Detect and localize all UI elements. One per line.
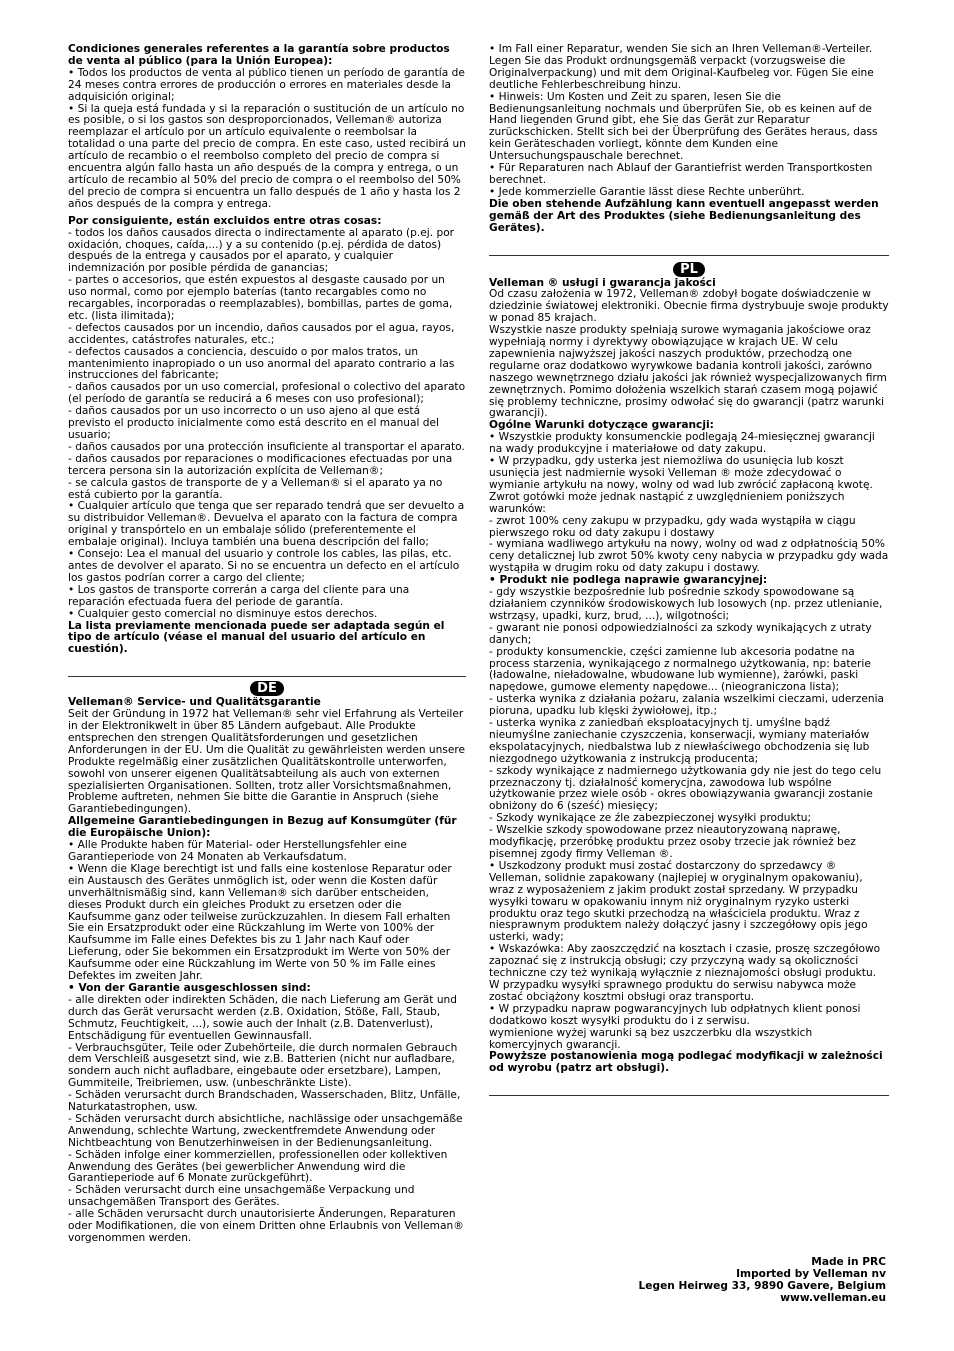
list-item: - se calcula gastos de transporte de y a Velleman® si el aparato ya no está cubierto por la garantía. [68,476,443,501]
list-item: - usterka wynika z zaniedbań eksploatacyjnych tj. umyślne bądź nieumyślne zaniechanie czyszczenia, konserwacji, wymiany materiałów ekspolatacyjnych, niedbalstwa lub z niewłaściwego obchodzenia się lub niezgodnego użytkowania z instrukcją producenta; [489,717,870,765]
pl-terms-list [489,432,889,575]
es-title: Condiciones generales referentes a la garantía sobre productos de venta al público (para la Unión Europea): [68,43,450,67]
list-item: • Uszkodzony produkt musi zostać dostarczony do sprzedawcy ® Velleman, solidnie zapakowany (najlepiej w oryginalnym opakowaniu), wraz z wyposażeniem z jakim produkt został sprzedany. W przypadku wysyłki towaru w opakowaniu innym niż oryginalnym ryzyko usterki produktu oraz tego skutki przechodzą na właściciela produktu. Wraz z niesprawnym produktem należy dołączyć jasny i szczegółowy opis jego usterki, wady; [489,859,868,944]
pl-language-badge: PL [673,262,705,277]
list-item: • Wenn die Klage berechtigt ist und falls eine kostenlose Reparatur oder ein Austausch des Gerätes unmöglich ist, oder wenn die Kosten dafür unverhältnismäßig sind, kann Velleman® sich darüber entscheiden, dieses Produkt durch ein gleiches Produkt zu ersetzen oder die Kaufsumme ganz oder teilweise zurückzuzahlen. In diesem Fall erhalten Sie ein Ersatzprodukt oder eine Rückzahlung im Werte von 100% der Kaufsumme im Falle eines Defektes bis zu 1 Jahr nach Kauf oder Lieferung, oder Sie bekommen ein Ersatzprodukt im Werte von 50% der Kaufsumme oder eine Rückzahlung im Werte von 50 % im Falle eines Defektes im zweiten Jahr. [68,862,452,983]
list-item: - Schäden infolge einer kommerziellen, professionellen oder kollektiven Anwendung des Gerätes (bei gewerblicher Anwendung wird die Garantieperiode auf 6 Monate zurückgeführt). [68,1148,448,1185]
list-item: - usterka wynika z działania pożaru, zalania wszelkimi cieczami, uderzenia pioruna, upadku lub klęski żywiołowej, itp.; [489,693,885,718]
de-excluded-list [68,995,466,1245]
list-item: - Schäden verursacht durch eine unsachgemäße Verpackung und unsachgemäßen Transport des Gerätes. [68,1184,415,1209]
pl-terms-title: Ogólne Warunki dotyczące gwarancji: [489,419,714,432]
list-item: - daños causados por un uso comercial, profesional o colectivo del aparato (el período de garantía se reducirá a 6 meses con uso profesional); [68,381,466,406]
list-item: - partes o accesorios, que estén expuestos al desgaste causado por un uso normal, como por ejemplo baterías (tanto recargables como no recargables, incorporadas o reemplazables), bombillas, partes de goma, etc. (lista ilimitada); [68,274,453,322]
list-item: - daños causados por una protección insuficiente al transportar el aparato. [68,440,465,453]
divider [68,676,466,677]
list-item: - defectos causados por un incendio, daños causados por el agua, rayos, accidentes, catástrofes naturales, etc.; [68,321,455,346]
list-item: • Im Fall einer Reparatur, wenden Sie sich an Ihren Velleman®-Verteiler. Legen Sie das Produkt ordnungsgemäß verpackt (vorzugsweise die Originalverpackung) und mit dem Original-Kaufbeleg vor. Fügen Sie eine deutliche Fehlerbeschreibung hinzu. [489,43,874,91]
de-terms-title: Allgemeine Garantiebedingungen in Bezug auf Konsumgüter (für die Europäische Union): [68,815,457,840]
list-item: - alle Schäden verursacht durch unautorisierte Änderungen, Reparaturen oder Modifikationen, die von einem Dritten ohne Erlaubnis von Velleman® vorgenommen werden. [68,1208,464,1244]
list-item: • Für Reparaturen nach Ablauf der Garantiefrist werden Transportkosten berechnet. [489,162,873,186]
de-continued-list [489,44,889,199]
list-item: • Wskazówka: Aby zaoszczędzić na kosztach i czasie, proszę szczegółowo zapoznać się z instrukcją obsługi; czy przyczyną wady są okoliczności techniczne czy też wynikają wyłącznie z nieznajomości obsługi produktu. W przypadku wysyłki sprawnego produktu do serwisu nabywca może zostać obciążony kosztmi obsługi oraz transportu. [489,943,881,1003]
de-closing: Die oben stehende Aufzählung kann eventuell angepasst werden gemäß der Art des Produktes (siehe Bedienungsanleitung des Gerätes). [489,197,879,234]
de-language-badge: DE [250,681,284,696]
list-item: • W przypadku, gdy usterka jest niemożliwa do usunięcia lub koszt usunięcia jest nadmiernie wysoki Velleman ® może zdecydować o wymianie artykułu na nowy, wolny od wad lub zwrócić zapłaconą kwotę. Zwrot gotówki może jednak nastąpić z uwzględnieniem poniższych warunków: [489,455,873,515]
divider [489,255,889,256]
list-item: - produkty konsumenckie, części zamienne lub akcesoria podatne na process starzenia, wynikającego z normalnego użytkowania, np: baterie (ładowalne, nieładowalne, wbudowane lub wymienne), żarówki, paski napędowe, gumowe elementy napędowe... (nieograniczona lista); [489,645,871,694]
imprint-footer [639,1257,886,1305]
list-item: - defectos causados a conciencia, descuido o por malos tratos, un mantenimiento inapropiado o un uso anormal del aparato contrario a las instrucciones del fabricante; [68,345,455,382]
list-item: - Szkody wynikające ze źle zabezpieczonej wysyłki produktu; [489,812,812,825]
pl-title: Velleman ® usługi i gwarancja jakości [489,276,716,289]
list-item: • Cualquier gesto comercial no disminuye estos derechos. [68,607,378,620]
pl-excluded-list [489,587,889,1051]
list-item: - alle direkten oder indirekten Schäden, die nach Lieferung am Gerät und durch das Gerät verursacht werden (z.B. Oxidation, Stöße, Fall, Staub, Schmutz, Feuchtigkeit, ...), sowie auch der Inhalt (z.B. Datenverlust), Entschädigung für eventuellen Gewinnausfall. [68,993,457,1042]
company-address: Legen Heirweg 33, 9890 Gavere, Belgium [638,1279,886,1292]
list-item: - szkody wynikające z nadmiernego użytkowania gdy nie jest do tego celu przeznaczony tj. działalność komerycjna, zawodowa lub wspólne użytkowanie przez wiele osób - okres obowiązywania gwarancji zostanie obniżony do 6 (sześć) miesięcy; [489,764,882,813]
divider [489,1095,889,1096]
list-item: - daños causados por reparaciones o modificaciones efectuadas por una tercera persona sin la autorización explícita de Velleman®; [68,452,453,477]
list-item: - daños causados por un uso incorrecto o un uso ajeno al que está previsto el producto inicialmente como está descrito en el manual del usuario; [68,405,439,441]
list-item: • Si la queja está fundada y si la reparación o sustitución de un artículo no es posible, o si los gastos son desproporcionados, Velleman® autoriza reemplazar el artículo por un artículo equivalente o reembolsar la totalidad o una parte del precio de compra. En este caso, usted recibirá un artículo de recambio o el reembolso completo del precio de compra si encuentra algún fallo hasta un año después de la compra y entrega, o un artículo de recambio al 50% del precio de compra o el reembolso del 50% del precio de compra si encuentra un fallo después de 1 año y hasta los 2 años después de la compra y entrega. [68,102,466,210]
website-link[interactable]: www.velleman.eu [780,1291,886,1304]
list-item: - Schäden verursacht durch absichtliche, nachlässige oder unsachgemäße Anwendung, schlechte Wartung, zweckentfremdete Anwendung oder Nichtbeachtung von Benutzerhinweisen in der Bedienungsanleitung. [68,1112,463,1149]
es-excluded-title: Por consiguiente, están excluidos entre otras cosas: [68,214,382,227]
list-item: - todos los daños causados directa o indirectamente al aparato (p.ej. por oxidación, choques, caída,...) y a su contenido (p.ej. pérdida de datos) después de la entrega y causados por el aparato, y cualquier indemnización por posible pérdida de ganancias; [68,226,455,275]
list-item: - Verbrauchsgüter, Teile oder Zubehörteile, die durch normalen Gebrauch dem Verschleiß ausgesetzt sind, wie z.B. Batterien (nicht nur aufladbare, sondern auch nicht aufladbare, eingebaute oder ersetzbare), Lampen, Gummiteile, Treibriemen, usw. (unbeschränkte Liste). [68,1041,458,1090]
pl-intro: Od czasu założenia w 1972, Velleman® zdobył bogate doświadczenie w dziedzinie światowej elektroniki. Obecnie firma dystrybuuje swoje produkty w ponad 85 krajach. Wszystkie nasze produkty spełniają surowe wymagania jakościowe oraz wypełniają normy i dyrektywy obowiązujące w krajach UE. W celu zapewnienia najwyższej jakości naszych produktów, przechodzą one regularne oraz dodatkowo wyrywkowe badania kontroli jakości, zarówno naszego wewnętrznego działu jakości jak również wyspecjalizowanych firm zewnętrznych. Pomimo dołożenia wszelkich starań czasem mogą pojawić się problemy techniczne, prosimy odwołać się do gwarancji (patrz warunki gwarancji). [489,288,889,420]
pl-excluded-title: • Produkt nie podlega naprawie gwarancyjnej: [489,574,768,587]
right-column [489,44,889,1096]
list-item: • Los gastos de transporte correrán a carga del cliente para una reparación efectuada fuera del periode de garantía. [68,583,410,608]
list-item: - Wszelkie szkody spowodowane przez nieautoryzowaną naprawę, modyfikację, przeróbkę produktu przez osoby trzecie jak również bez pisemnej zgody firmy Velleman ®. [489,824,856,860]
list-item: - zwrot 100% ceny zakupu w przypadku, gdy wada wystąpiła w ciągu pierwszego roku od daty zakupu i dostawy [489,514,856,539]
list-item: • Consejo: Lea el manual del usuario y controle los cables, las pilas, etc. antes de devolver el aparato. Si no se encuentra un defecto en el artículo los gastos podrían correr a cargo del cliente; [68,548,460,584]
list-item: • Wszystkie produkty konsumenckie podlegają 24-miesięcznej gwarancji na wady produkcyjne i materiałowe od daty zakupu. [489,431,875,456]
list-item: - gdy wszystkie bezpośrednie lub pośrednie szkody spowodowane są działaniem czynników środowiskowych lub losowych (np. przez utlenianie, wstrząsy, upadki, kurz, brud, ...), wilgotności; [489,586,883,622]
es-excluded-list [68,228,466,621]
es-intro-list [68,68,466,211]
pl-closing: Powyższe postanowienia mogą podlegać modyfikacji w zależności od wyrobu (patrz art obsługi). [489,1050,883,1075]
list-item: • Todos los productos de venta al público tienen un período de garantía de 24 meses contra errores de producción o errores en materiales desde la adquisición original; [68,66,465,103]
left-column [68,44,466,1245]
list-item: - Schäden verursacht durch Brandschaden, Wasserschaden, Blitz, Unfälle, Naturkatastrophen, usw. [68,1089,461,1114]
list-item: • W przypadku napraw pogwarancyjnych lub odpłatnych klient ponosi dodatkowo koszt wysyłki produktu do i z serwisu. wymienione wyżej warunki są bez uszczerbku dla wszystkich komercyjnych gwarancji. [489,1002,861,1051]
list-item: • Alle Produkte haben für Material- oder Herstellungsfehler eine Garantieperiode von 24 Monaten ab Verkaufsdatum. [68,839,407,863]
de-title: Velleman® Service- und Qualitätsgarantie [68,696,321,709]
es-closing: La lista previamente mencionada puede ser adaptada según el tipo de artículo (véase el manual del usuario del artículo en cuestión). [68,619,445,656]
list-item: • Hinweis: Um Kosten und Zeit zu sparen, lesen Sie die Bedienungsanleitung nochmals und überprüfen Sie, ob es keinen auf de Hand liegenden Grund gibt, ehe Sie das Gerät zur Reparatur zurückschicken. Stellt sich bei der Überprüfung des Gerätes heraus, dass kein Geräteschaden vorliegt, könnte dem Kunden eine Untersuchungspauschale berechnet. [489,90,878,163]
list-item: - gwarant nie ponosi odpowiedzialności za szkody wynikających z utraty danych; [489,621,872,646]
list-item: • Jede kommerzielle Garantie lässt diese Rechte unberührt. [489,185,805,198]
de-intro: Seit der Gründung in 1972 hat Velleman® sehr viel Erfahrung als Verteiler in der Elektronikwelt in über 85 Ländern aufgebaut. Alle Produkte entsprechen den strengen Qualitätsforderungen und gesetzlichen Anforderungen in der EU. Um die Qualität zu gewährleisten werden unsere Produkte regelmäßig einer zusätzlichen Qualitätskontrolle unterworfen, sowohl von unserer eigenen Qualitätsabteilung als auch von externen spezialisierten Organisationen. Sollten, trotz aller Vorsichtsmaßnahmen, Probleme auftreten, nehmen Sie bitte die Garantie in Anspruch (siehe Garantiebedingungen). [68,708,466,816]
imported-by: Imported by Velleman nv [736,1267,886,1280]
made-in: Made in PRC [811,1256,886,1268]
de-terms-list [68,840,466,983]
list-item: • Cualquier artículo que tenga que ser reparado tendrá que ser devuelto a su distribuidor Velleman®. Devuelva el aparato con la factura de compra original y transpórtelo en un embalaje sólido (preferentemente el embalaje original). Incluya también una buena descripción del fallo; [68,500,465,549]
list-item: - wymiana wadliwego artykułu na nowy, wolny od wad z odpłatnością 50% ceny detalicznej lub zwrot 50% kwoty ceny nabycia w przypadku gdy wada wystąpiła w drugim roku od daty zakupu i dostawy. [489,538,889,575]
de-excluded-title: • Von der Garantie ausgeschlossen sind: [68,981,311,994]
